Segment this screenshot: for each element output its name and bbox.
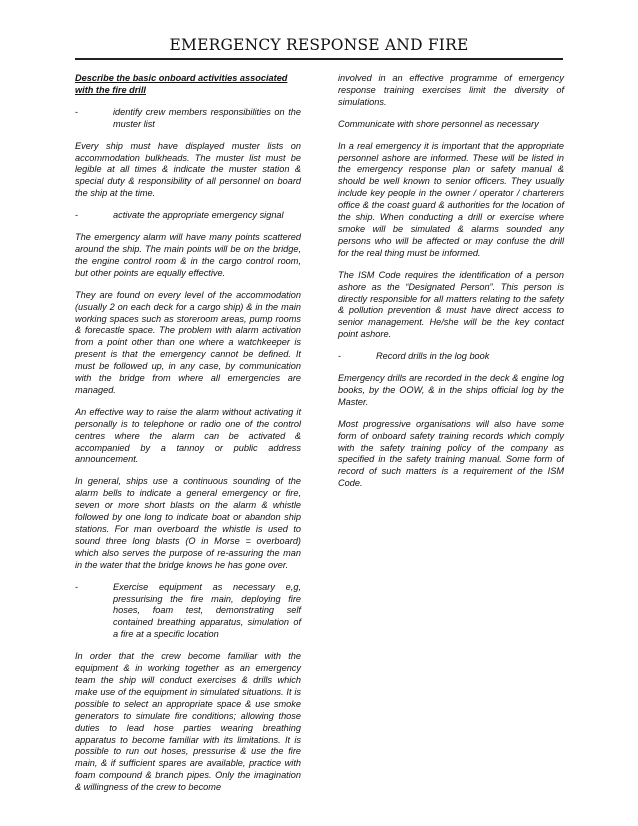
bullet-item [75, 107, 301, 131]
paragraph: The ISM Code requires the identification of a person ashore as the “Designated Person”. This person is directly responsible for all matters relating to the safety & pollution prevention & must have direct access to senior management. He/she will be the key contact point ashore. [338, 269, 564, 340]
bullet-text: Exercise equipment as necessary e,g, pressurising the fire main, deploying fire hoses, foam test, demonstrating self contained breathing apparatus, simulation of a fire at a specific location [113, 581, 301, 640]
bullet-dash: - [338, 351, 342, 362]
bullet-item [75, 582, 301, 642]
paragraph: In order that the crew become familiar with the equipment & in working together as an emergency team the ship will conduct exercises & drills which make use of the equipment in simulated situations. It is possible to select an appropriate space & use smoke generators to simulate fire conditions; allowing those duties to lead hose parties wearing breathing apparatus to become familiar with its limitations. It is possible to run out hoses, pressurise & use the fire main, & if sufficient spares are available, practice with foam compound & branch pipes. Only the imagination & willingness of the crew to become [75, 651, 301, 793]
bullet-text: identify crew members responsibilities on the muster list [113, 106, 301, 129]
bullet-dash: - [75, 106, 79, 117]
paragraph: Most progressive organisations will also have some form of onboard safety training records which comply with the safety training policy of the company as specified in the safety training manual. Some form of record of such matters is a requirement of the ISM Code. [338, 418, 564, 489]
paragraph: In a real emergency it is important that the appropriate personnel ashore are informed. These will be listed in the emergency response plan or safety manual & should be well known to senior officers. They usually include key people in the owner / operator / charterers office & the coast guard & authorities for the location of the ship. When conducting a drill or exercise where smoke will be simulated & alarms sounded any persons who will be affected or may confuse the drill for the real thing must be informed. [338, 140, 564, 258]
bullet-text: Record drills in the log book [376, 351, 490, 362]
bullet-dash: - [75, 581, 79, 592]
paragraph: involved in an effective programme of emergency response training exercises limit the diversity of simulations. [338, 73, 564, 107]
paragraph: An effective way to raise the alarm without activating it personally is to telephone or radio one of the control centres where the alarm can be activated & accompanied by a tannoy or public address announcement. [75, 406, 301, 465]
bullet-item [75, 210, 301, 222]
page-title: EMERGENCY RESPONSE AND FIRE [169, 36, 469, 54]
paragraph: Every ship must have displayed muster lists on accommodation bulkheads. The muster list must be legible at all times & indicate the muster station & special duty & responsibility of all personnel on board the ship at the time. [75, 140, 301, 199]
right-column [338, 73, 564, 500]
section-heading: Describe the basic onboard activities associated with the fire drill [75, 73, 288, 95]
paragraph: Communicate with shore personnel as necessary [338, 118, 539, 129]
paragraph: They are found on every level of the accommodation (usually 2 on each deck for a cargo ship) & in the main working spaces such as storeroom areas, pump rooms & forecastle space. The problem with alarm activation from a point other than one where a watchkeeper is present is that the emergency cannot be defined. It must be followed up, in any case, by communication with the bridge from where all emergencies are managed. [75, 289, 301, 395]
header-rule [75, 58, 563, 60]
paragraph: The emergency alarm will have many points scattered around the ship. The main points will be on the bridge, the engine control room & in the cargo control room, but other points are equally effective. [75, 232, 301, 278]
bullet-item [338, 351, 564, 363]
left-column [75, 73, 301, 804]
paragraph: Emergency drills are recorded in the deck & engine log books, by the OOW, & in the ships official log by the Master. [338, 373, 564, 407]
bullet-dash: - [75, 210, 79, 221]
paragraph: In general, ships use a continuous sounding of the alarm bells to indicate a general emergency or fire, seven or more short blasts on the alarm & whistle followed by one long to indicate boat or abandon ship stations. For man overboard the whistle is used to sound three long blasts (O in Morse = overboard) which also serves the purpose of re-assuring the man in the water that the bridge knows he has gone over. [75, 476, 301, 570]
bullet-text: activate the appropriate emergency signal [113, 210, 284, 221]
